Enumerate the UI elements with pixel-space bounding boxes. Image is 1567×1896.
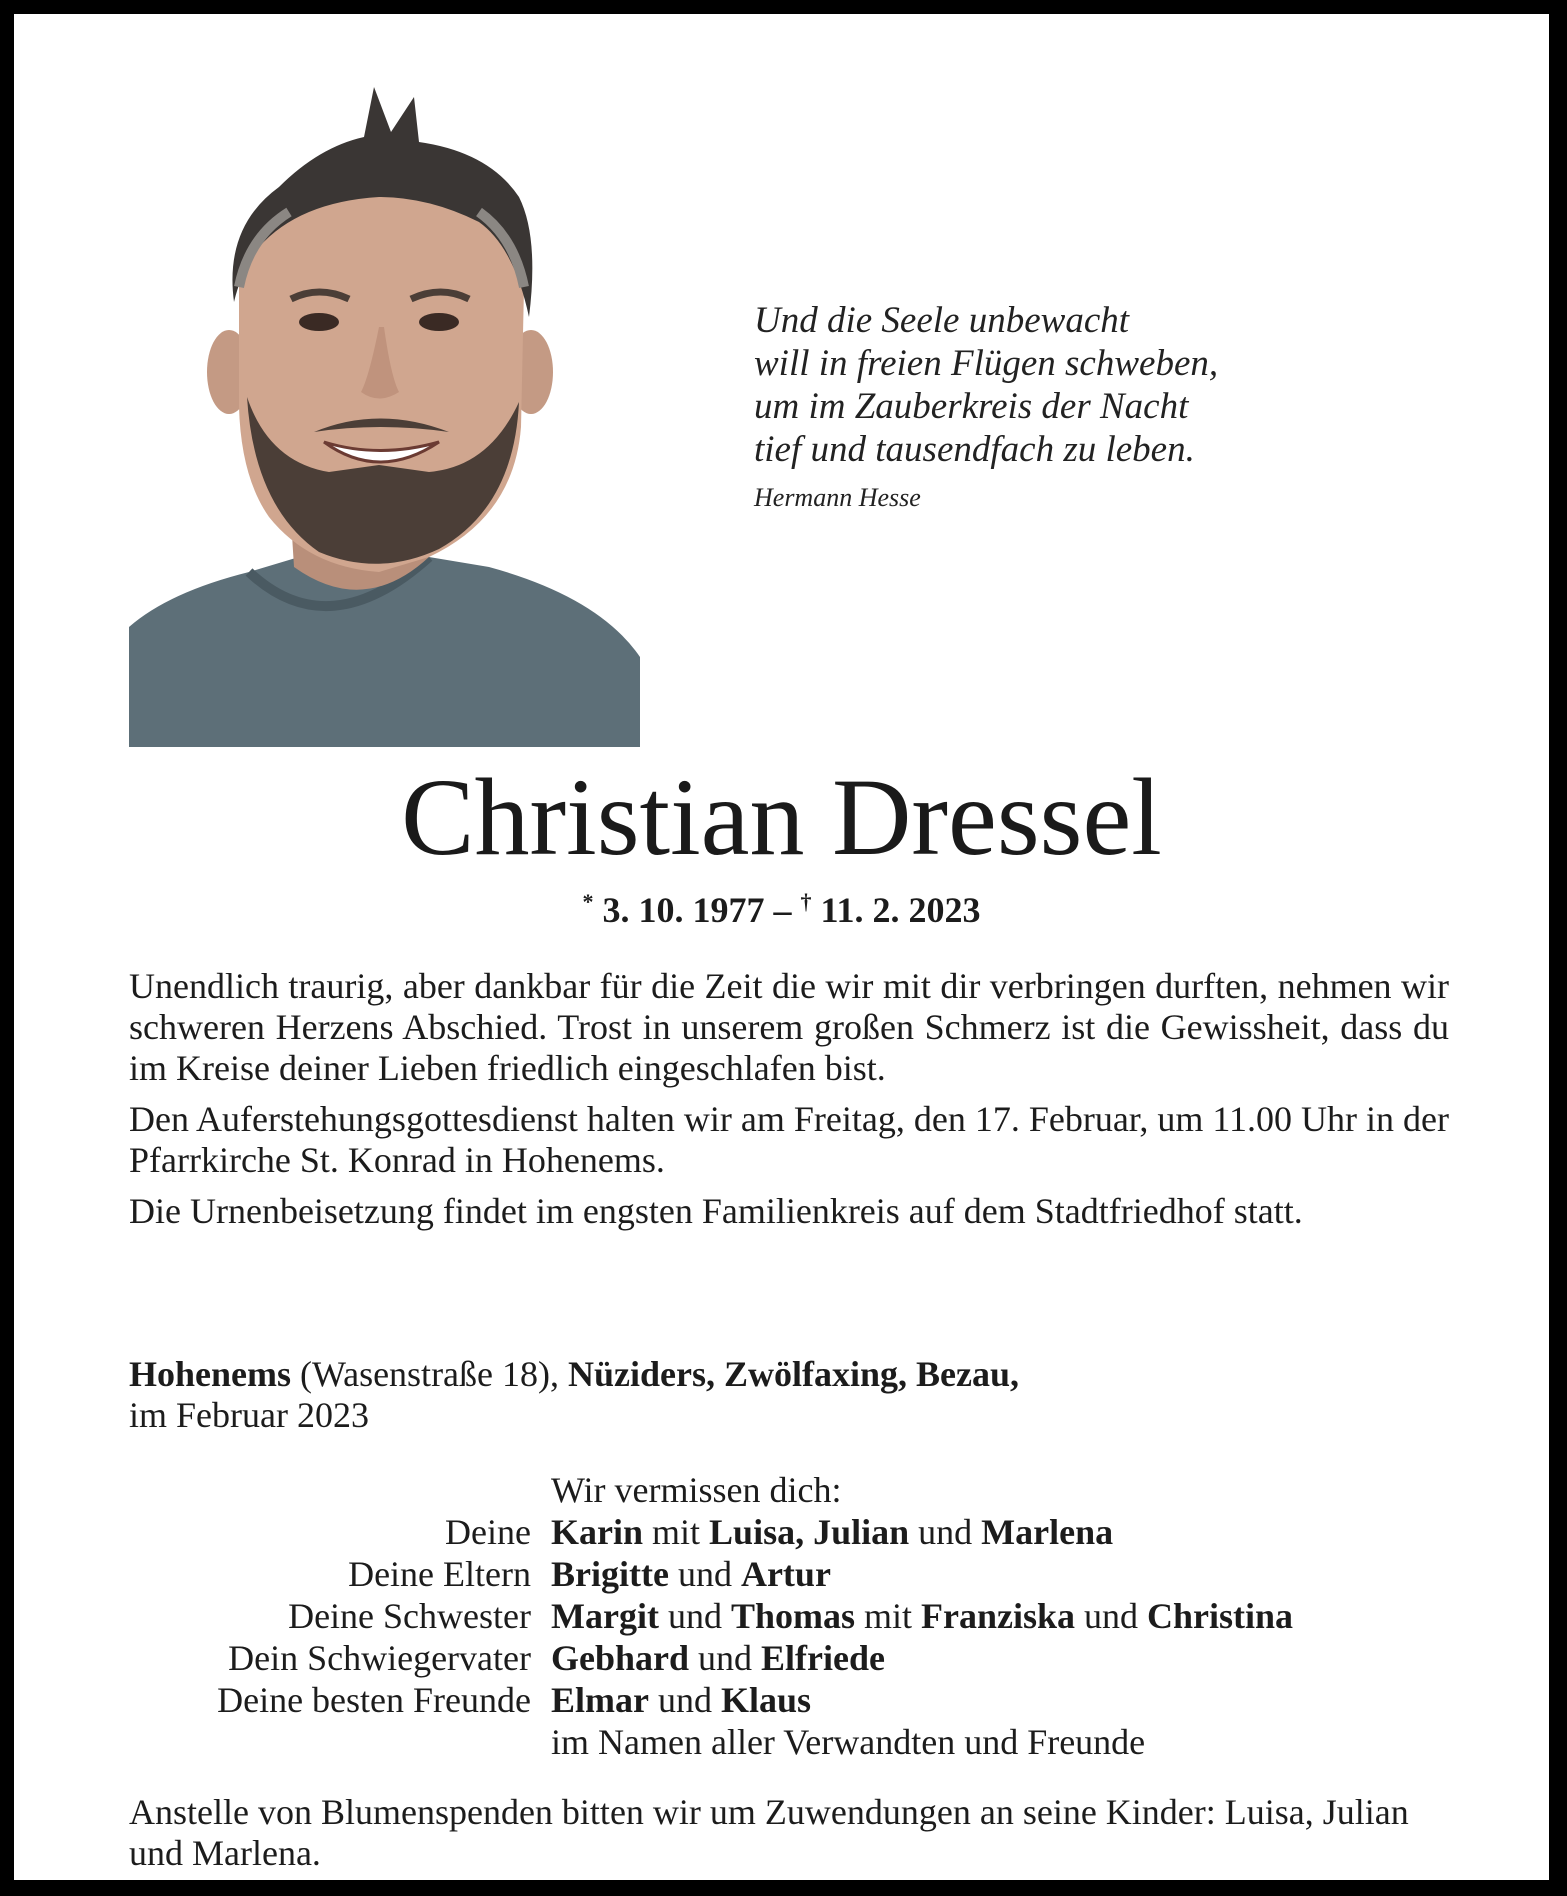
mourner-connector: und [677,1554,732,1594]
mourner-name: Elfriede [761,1638,885,1678]
mourner-row [129,1637,1459,1679]
mourner-name: Marlena [981,1512,1114,1552]
mourner-connector: und [1084,1596,1139,1636]
birth-symbol: * [582,889,594,914]
quote-line: tief und tausendfach zu leben. [754,429,1195,470]
mourners-outro: im Namen aller Verwandten und Freunde [551,1722,1146,1762]
quote-line: um im Zauberkreis der Nacht [754,386,1189,427]
place-town: Hohenems [129,1354,291,1394]
mourner-role: Deine [445,1512,531,1552]
place-address: (Wasenstraße 18), [300,1354,559,1394]
mourner-names [551,1679,811,1721]
mourner-row [129,1595,1459,1637]
quote-author: Hermann Hesse [754,483,921,512]
mourner-connector: mit [863,1596,912,1636]
mourner-name: Gebhard [551,1638,690,1678]
mourner-name: Brigitte [551,1554,669,1594]
birth-date: 3. 10. 1977 [602,890,765,930]
mourner-row [129,1511,1459,1553]
mourner-role: Deine besten Freunde [217,1680,531,1720]
place-others: Nüziders, Zwölfaxing, Bezau, [568,1354,1020,1394]
mourner-name: Elmar [551,1680,649,1720]
mourner-role: Dein Schwiegervater [228,1638,531,1678]
mourners-outro-row [129,1721,1459,1763]
notice-date: im Februar 2023 [129,1395,369,1435]
mourner-role: Deine Eltern [348,1554,531,1594]
paragraph: Den Auferstehungsgottesdienst halten wir am Freitag, den 17. Februar, um 11.00 Uhr in der Pfarrkirche St. Konrad in Hohenems. [129,1099,1449,1180]
death-symbol: † [800,889,812,914]
mourner-name: Klaus [720,1680,812,1720]
mourner-names [551,1637,885,1679]
mourner-connector: und [918,1512,973,1552]
mourner-connector: und [667,1596,722,1636]
paragraph: Die Urnenbeisetzung findet im engsten Familienkreis auf dem Stadtfriedhof statt. [129,1191,1303,1231]
mourner-name: Thomas [730,1596,855,1636]
quote-line: Und die Seele unbewacht [754,300,1130,341]
mourner-name: Christina [1147,1596,1294,1636]
life-dates [14,889,1549,931]
donation-request: Anstelle von Blumenspenden bitten wir um Zuwendungen an seine Kinder: Luisa, Julian und Marlena. [129,1792,1409,1873]
deceased-name: Christian Dressel [401,756,1162,878]
mourner-name: Luisa, Julian [709,1512,910,1552]
mourners-intro: Wir vermissen dich: [551,1470,842,1510]
death-date: 11. 2. 2023 [820,890,981,930]
mourner-name: Franziska [921,1596,1076,1636]
mourner-names [551,1595,1293,1637]
date-separator: – [773,890,792,930]
poem-quote [754,299,1218,513]
portrait-photo [129,87,640,747]
mourner-row [129,1679,1459,1721]
mourners-intro-row [129,1469,1459,1511]
mourner-names [551,1511,1113,1553]
paragraph: Unendlich traurig, aber dankbar für die Zeit die wir mit dir verbringen durften, nehmen wir schweren Herzens Abschied. Trost in unserem großen Schmerz ist die Gewissheit, dass du im Kreise deiner Lieben friedlich eingeschlafen bist. [129,966,1449,1088]
mourner-row [129,1553,1459,1595]
mourner-connector: mit [652,1512,701,1552]
obituary-text [129,966,1449,1242]
mourners-list [129,1469,1459,1763]
mourner-name: Artur [740,1554,831,1594]
places-and-date [129,1354,1449,1436]
quote-line: will in freien Flügen schweben, [754,343,1219,384]
mourner-connector: und [657,1680,712,1720]
portrait-illustration [129,87,640,747]
mourner-names [551,1553,831,1595]
obituary-page [14,14,1549,1880]
mourner-role: Deine Schwester [288,1596,531,1636]
mourner-name: Margit [551,1596,659,1636]
mourner-connector: und [698,1638,753,1678]
mourner-name: Karin [551,1512,644,1552]
